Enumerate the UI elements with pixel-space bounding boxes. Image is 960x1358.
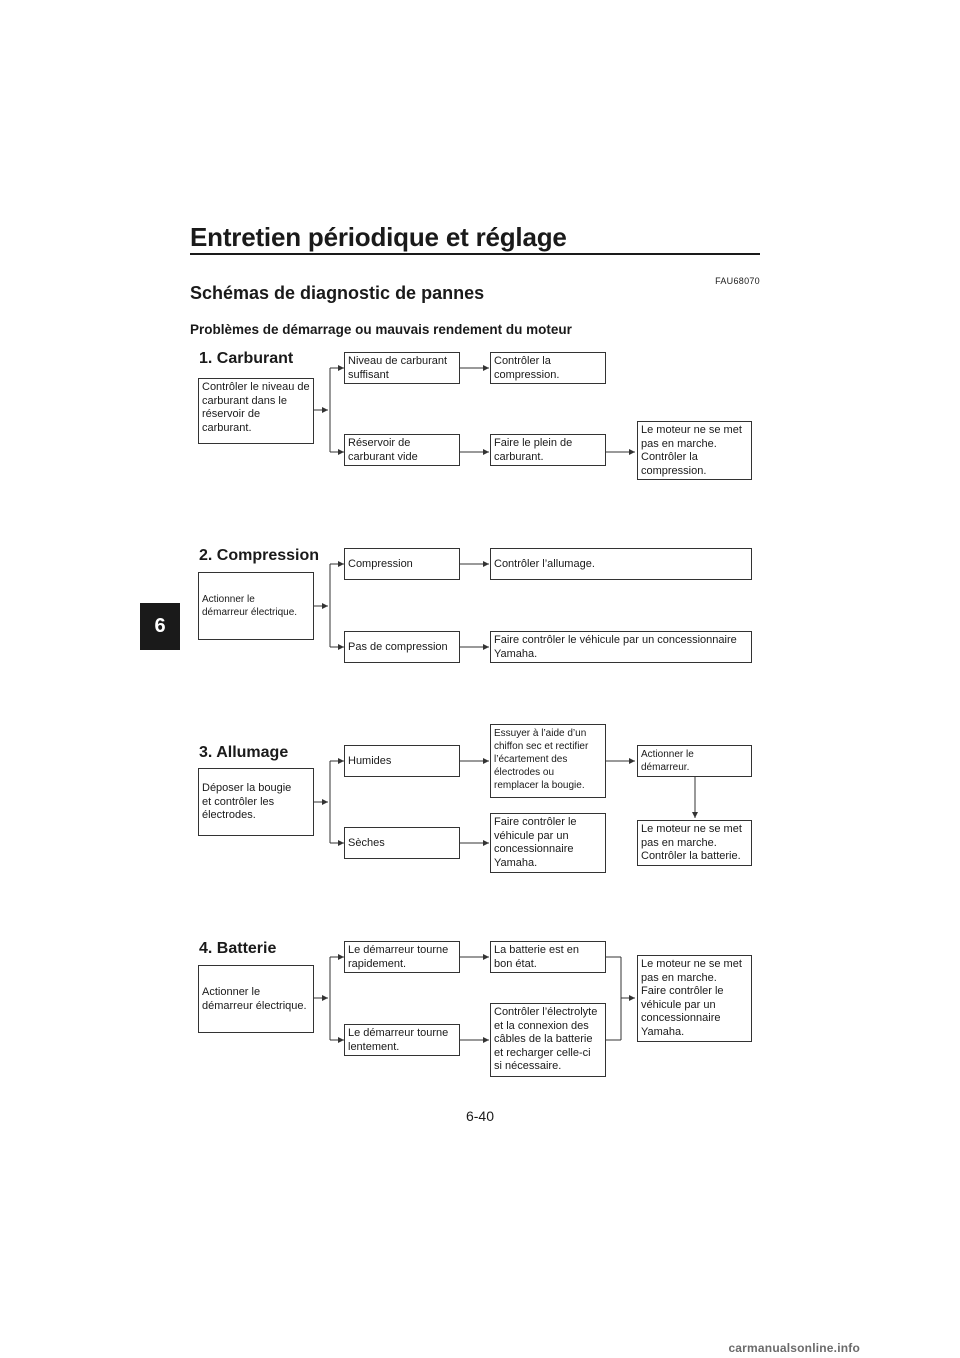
g3-upper-result-box: Essuyer à l’aide d’un chiffon sec et rectifier l’écartement des électrodes ou remplacer la bougie.: [490, 724, 606, 798]
g4-lower-result-box: Contrôler l’électrolyte et la connexion des câbles de la batterie et recharger celle-ci si nécessaire.: [490, 1003, 606, 1077]
g4-lower-box: Le démarreur tourne lentement.: [344, 1024, 460, 1056]
chapter-tab: 6: [140, 603, 180, 650]
g3-upper-box: Humides: [344, 745, 460, 777]
g2-upper-result-box: Contrôler l’allumage.: [490, 548, 752, 580]
g2-upper-box: Compression: [344, 548, 460, 580]
g2-lower-box: Pas de compression: [344, 631, 460, 663]
g3-final-box: Le moteur ne se met pas en marche. Contrôler la batterie.: [637, 820, 752, 866]
group-title-allumage: 3. Allumage: [199, 744, 289, 761]
subsection-title: Problèmes de démarrage ou mauvais rendement du moteur: [190, 322, 572, 337]
g1-upper-result-box: Contrôler la compression.: [490, 352, 606, 384]
g3-lower-box: Sèches: [344, 827, 460, 859]
g2-start-box: Actionner le démarreur électrique.: [198, 572, 314, 640]
g2-lower-result-box: Faire contrôler le véhicule par un concessionnaire Yamaha.: [490, 631, 752, 663]
group-title-carburant: 1. Carburant: [199, 350, 294, 367]
g4-final-box: Le moteur ne se met pas en marche. Faire contrôler le véhicule par un concessionnaire Yamaha.: [637, 955, 752, 1042]
section-title: Schémas de diagnostic de pannes: [190, 283, 485, 303]
g4-upper-box: Le démarreur tourne rapidement.: [344, 941, 460, 973]
footer-watermark: carmanualsonline.info: [728, 1341, 860, 1355]
g1-lower-result-box: Faire le plein de carburant.: [490, 434, 606, 466]
document-code: FAU68070: [715, 276, 760, 286]
page-header-title: Entretien périodique et réglage: [190, 222, 567, 252]
g3-lower-result-box: Faire contrôler le véhicule par un concessionnaire Yamaha.: [490, 813, 606, 873]
g4-upper-result-box: La batterie est en bon état.: [490, 941, 606, 973]
page-number: 6-40: [465, 1108, 495, 1124]
group-title-batterie: 4. Batterie: [199, 940, 277, 957]
g1-final-box: Le moteur ne se met pas en marche. Contrôler la compression.: [637, 421, 752, 480]
g4-start-box: Actionner le démarreur électrique.: [198, 965, 314, 1033]
g3-side-box: Actionner le démarreur.: [637, 745, 752, 777]
g1-start-box: Contrôler le niveau de carburant dans le réservoir de carburant.: [198, 378, 314, 444]
group-title-compression: 2. Compression: [199, 547, 320, 564]
g1-lower-box: Réservoir de carburant vide: [344, 434, 460, 466]
g3-start-box: Déposer la bougie et contrôler les électrodes.: [198, 768, 314, 836]
g1-upper-box: Niveau de carburant suffisant: [344, 352, 460, 384]
